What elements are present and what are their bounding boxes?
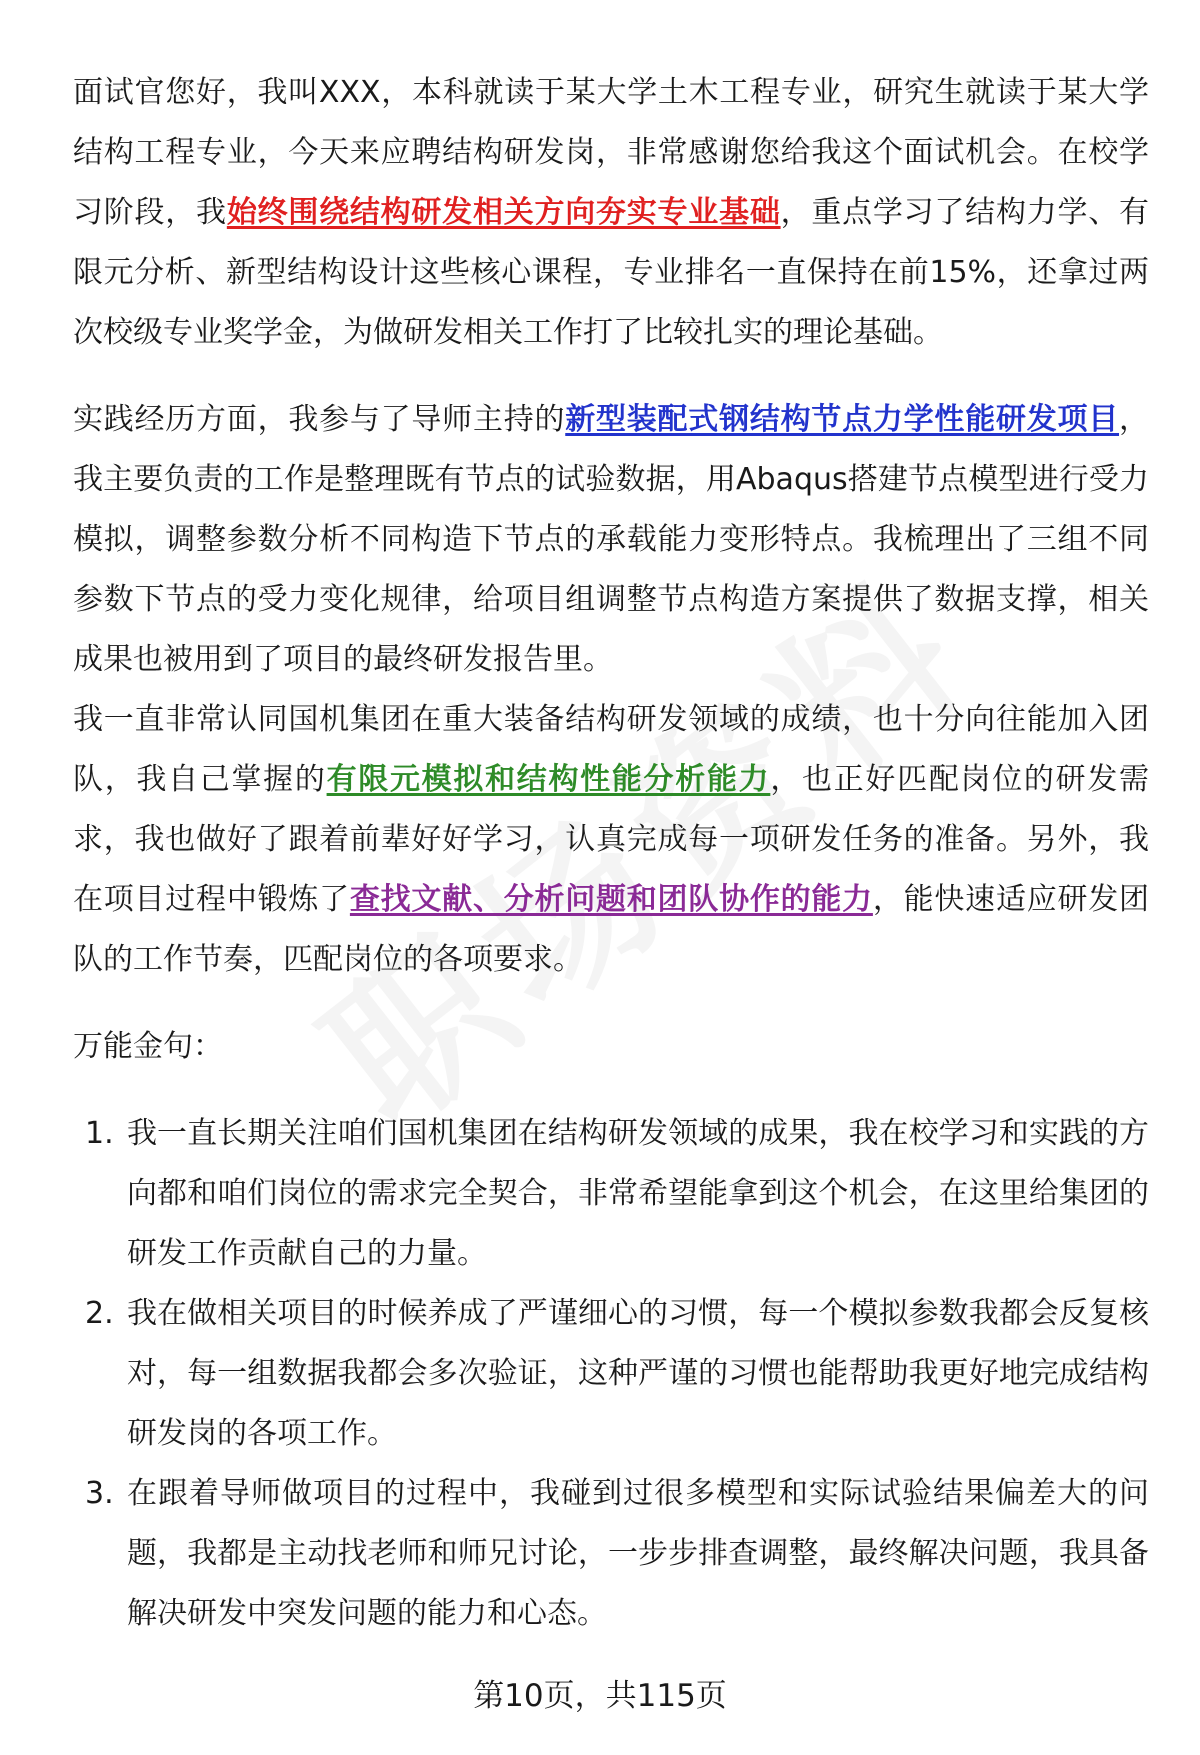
golden-sentences-title: 万能金句：	[73, 1029, 223, 1064]
highlight-teamwork-ability: 查找文献、分析问题和团队协作的能力	[349, 882, 873, 917]
list-item: 3. 在跟着导师做项目的过程中，我碰到过很多模型和实际试验结果偏差大的问题，我都是主动找老师和师兄讨论，一步步排查调整，最终解决问题，我具备解决研发中突发问题的能力和心态。	[85, 1476, 1149, 1631]
golden-sentences-list	[73, 1104, 1149, 1644]
highlight-research-project: 新型装配式钢结构节点力学性能研发项目	[565, 402, 1120, 437]
highlight-professional-foundation: 始终围绕结构研发相关方向夯实专业基础	[226, 195, 781, 230]
list-item: 2. 我在做相关项目的时候养成了严谨细心的习惯，每一个模拟参数我都会反复核对，每一组数据我都会多次验证，这种严谨的习惯也能帮助我更好地完成结构研发岗的各项工作。	[85, 1296, 1149, 1451]
list-item: 1. 我一直长期关注咱们国机集团在结构研发领域的成果，我在校学习和实践的方向都和咱们岗位的需求完全契合，非常希望能拿到这个机会，在这里给集团的研发工作贡献自己的力量。	[85, 1116, 1149, 1271]
page-number: 第10页，共115页	[473, 1678, 727, 1714]
motivation-paragraph: 我一直非常认同国机集团在重大装备结构研发领域的成绩，也十分向往能加入团队，我自己掌握的有限元模拟和结构性能分析能力，也正好匹配岗位的研发需求，我也做好了跟着前辈好好学习，认真完成每一项研发任务的准备。另外，我在项目过程中锻炼了查找文献、分析问题和团队协作的能力，能快速适应研发团队的工作节奏，匹配岗位的各项要求。	[73, 702, 1150, 977]
practice-paragraph: 实践经历方面，我参与了导师主持的新型装配式钢结构节点力学性能研发项目，我主要负责的工作是整理既有节点的试验数据，用Abaqus搭建节点模型进行受力模拟，调整参数分析不同构造下节点的承载能力变形特点。我梳理出了三组不同参数下节点的受力变化规律，给项目组调整节点构造方案提供了数据支撑，相关成果也被用到了项目的最终研发报告里。	[73, 402, 1150, 677]
document-body	[73, 63, 1149, 1644]
highlight-fea-ability: 有限元模拟和结构性能分析能力	[326, 762, 771, 797]
intro-paragraph: 面试官您好，我叫XXX，本科就读于某大学土木工程专业，研究生就读于某大学结构工程专业，今天来应聘结构研发岗，非常感谢您给我这个面试机会。在校学习阶段，我始终围绕结构研发相关方向夯实专业基础，重点学习了结构力学、有限元分析、新型结构设计这些核心课程，专业排名一直保持在前15%，还拿过两次校级专业奖学金，为做研发相关工作打了比较扎实的理论基础。	[73, 75, 1150, 350]
